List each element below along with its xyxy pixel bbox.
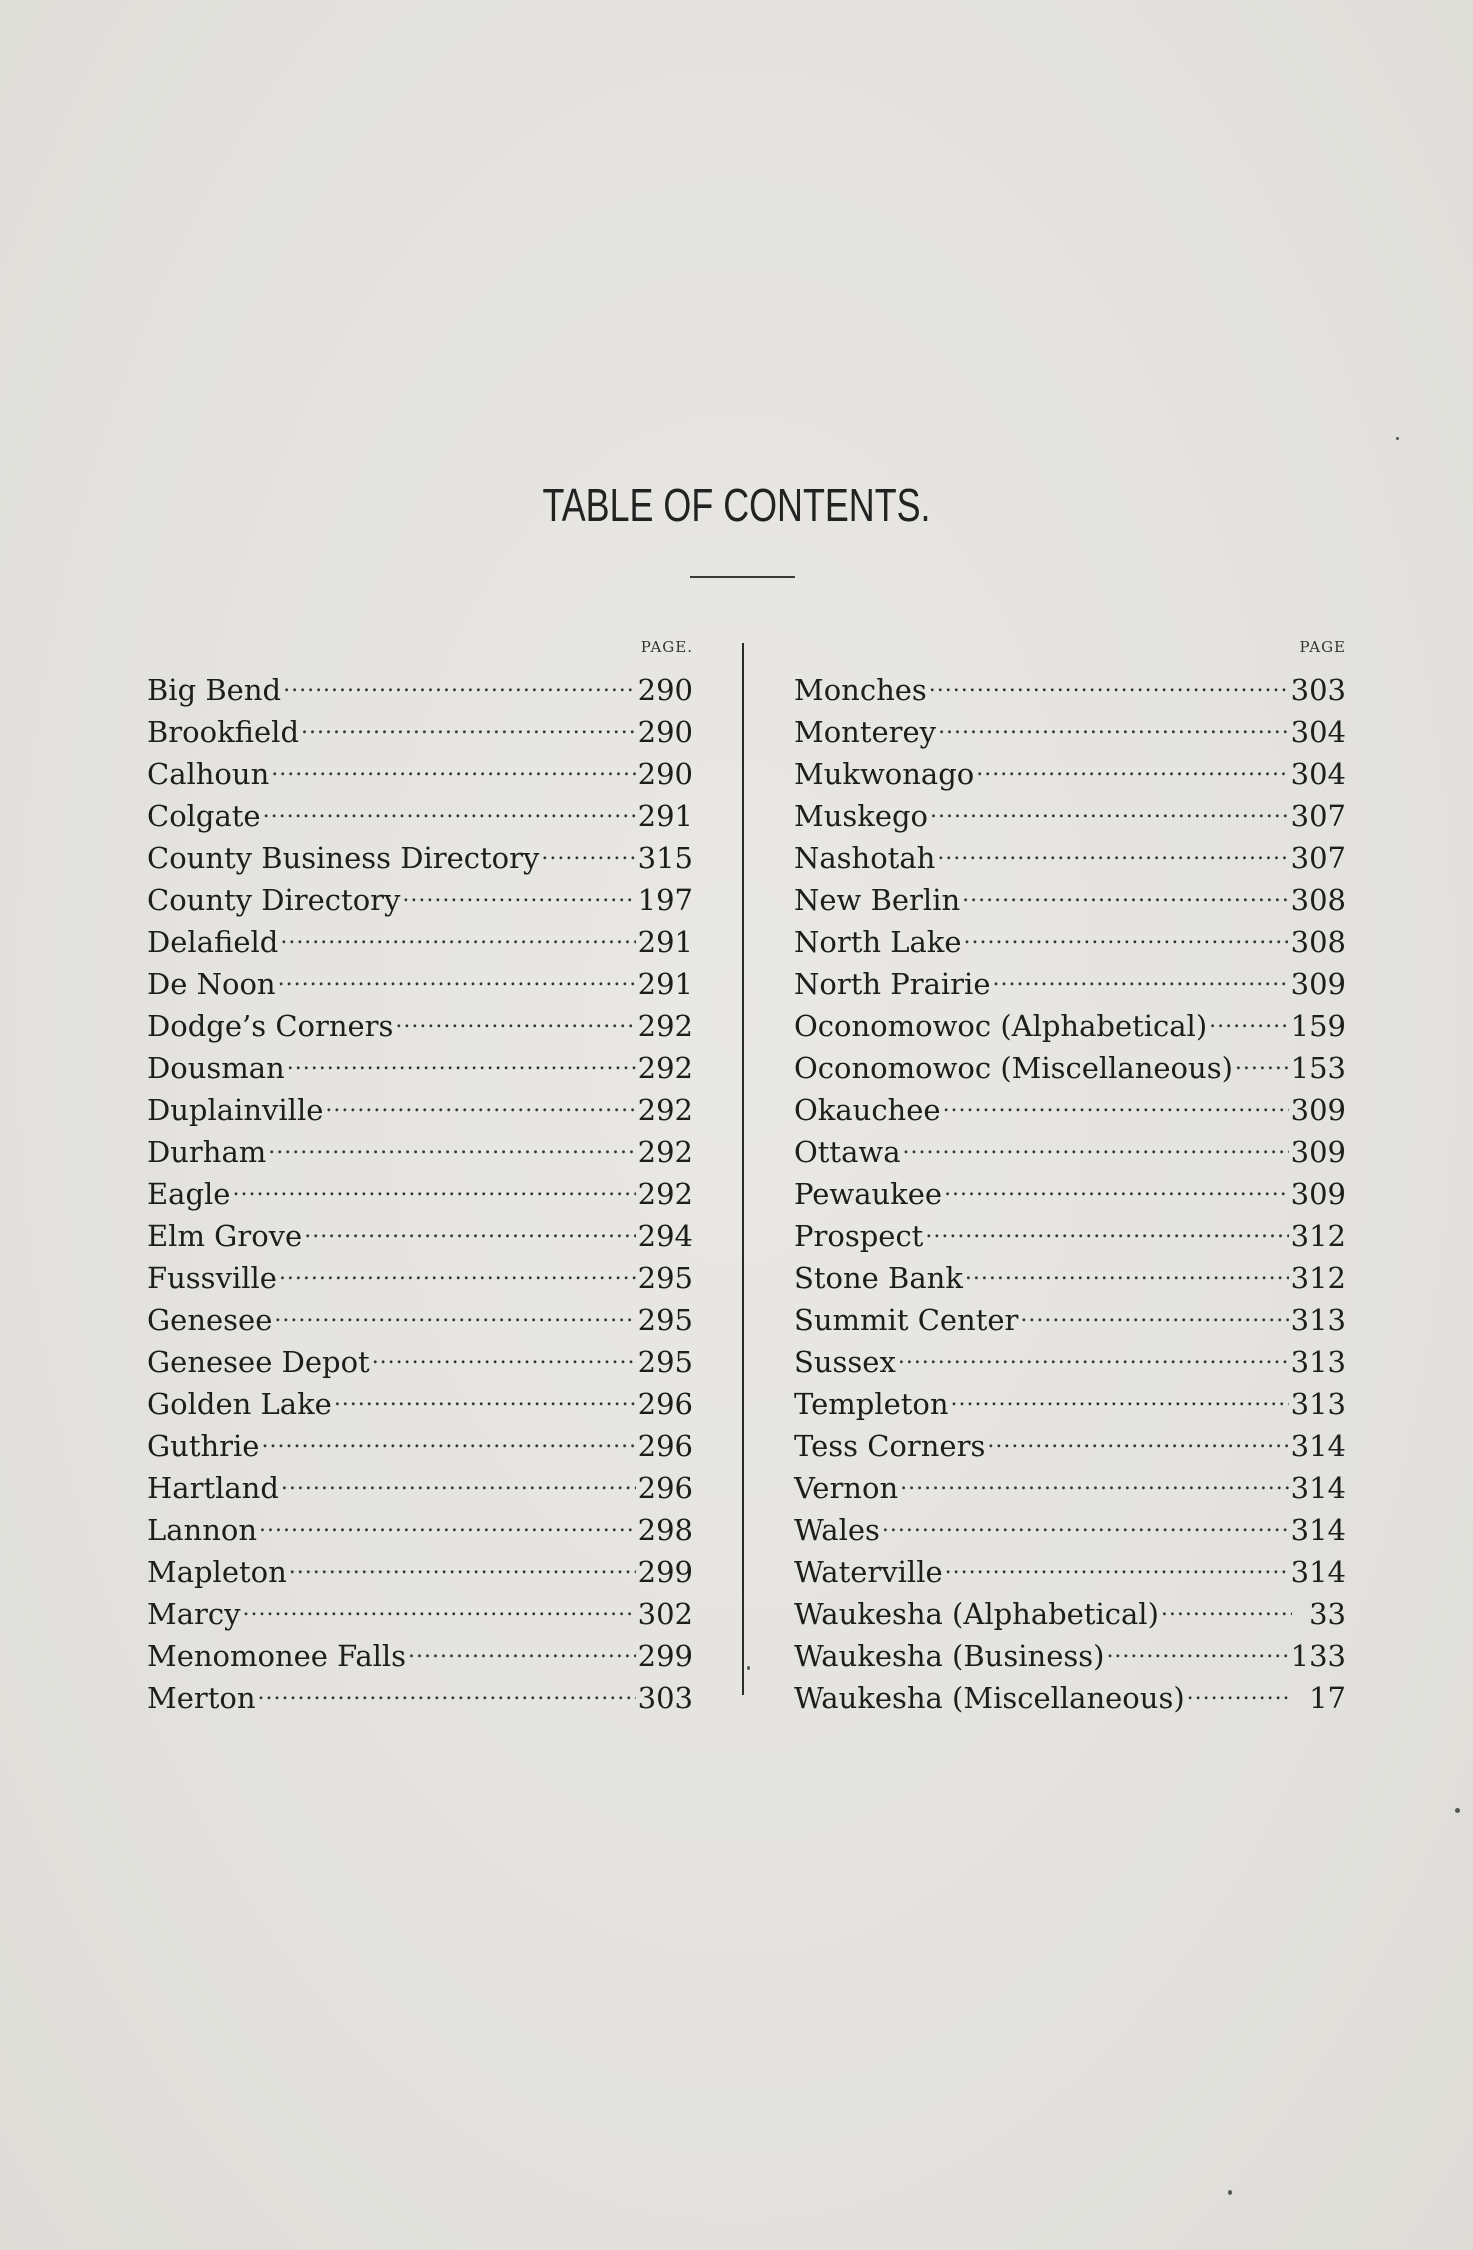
entry-name: Duplainville <box>147 1093 324 1127</box>
dot-leader <box>372 1330 636 1372</box>
toc-entry <box>794 658 1346 707</box>
entry-page-number: 299 <box>637 1639 693 1673</box>
dot-leader <box>325 1078 635 1120</box>
dot-leader <box>304 1204 635 1246</box>
entry-page-number: 292 <box>637 1177 693 1211</box>
entry-name: Waukesha (Business) <box>794 1639 1105 1673</box>
entry-name: County Directory <box>147 883 401 917</box>
entry-page-number: 313 <box>1290 1387 1346 1421</box>
entry-name: Summit Center <box>794 1303 1019 1337</box>
entry-name: De Noon <box>147 967 276 1001</box>
dot-leader <box>395 994 635 1036</box>
entry-page-number: 299 <box>637 1555 693 1589</box>
entry-page-number: 309 <box>1290 1135 1346 1169</box>
entry-page-number: 307 <box>1290 841 1346 875</box>
entry-name: Waukesha (Alphabetical) <box>794 1597 1159 1631</box>
entry-name: Prospect <box>794 1219 924 1253</box>
entry-name: Oconomowoc (Alphabetical) <box>794 1009 1208 1043</box>
entry-name: Monches <box>794 673 927 707</box>
entry-name: Dodge’s Corners <box>147 1009 394 1043</box>
dot-leader <box>1187 1666 1292 1708</box>
paper-speck <box>1396 437 1399 440</box>
dot-leader <box>951 1372 1289 1414</box>
entry-page-number: 291 <box>637 925 693 959</box>
entry-page-number: 292 <box>637 1051 693 1085</box>
entry-name: Templeton <box>794 1387 949 1421</box>
dot-leader <box>993 952 1289 994</box>
entry-page-number: 304 <box>1290 757 1346 791</box>
entry-name: Wales <box>794 1513 880 1547</box>
entry-name: Sussex <box>794 1345 896 1379</box>
entry-page-number: 309 <box>1290 1177 1346 1211</box>
entry-page-number: 313 <box>1290 1345 1346 1379</box>
toc-entry <box>147 658 693 707</box>
entry-name: Dousman <box>147 1051 285 1085</box>
entry-name: North Prairie <box>794 967 991 1001</box>
entry-name: Guthrie <box>147 1429 260 1463</box>
entry-name: Genesee Depot <box>147 1345 370 1379</box>
entry-page-number: 298 <box>637 1513 693 1547</box>
dot-leader <box>902 1120 1288 1162</box>
dot-leader <box>965 1246 1289 1288</box>
entry-page-number: 314 <box>1290 1429 1346 1463</box>
dot-leader <box>898 1330 1289 1372</box>
entry-name: Menomonee Falls <box>147 1639 407 1673</box>
dot-leader <box>930 784 1289 826</box>
dot-leader <box>242 1582 635 1624</box>
dot-leader <box>280 910 635 952</box>
dot-leader <box>402 868 635 910</box>
entry-page-number: 290 <box>637 757 693 791</box>
entry-name: Okauchee <box>794 1093 941 1127</box>
dot-leader <box>943 1078 1289 1120</box>
entry-page-number: 292 <box>637 1135 693 1169</box>
entry-page-number: 133 <box>1290 1639 1346 1673</box>
entry-name: Lannon <box>147 1513 258 1547</box>
dot-leader <box>408 1624 636 1666</box>
entry-name: Tess Corners <box>794 1429 986 1463</box>
dot-leader <box>287 1036 636 1078</box>
entry-name: Elm Grove <box>147 1219 303 1253</box>
dot-leader <box>900 1456 1289 1498</box>
dot-leader <box>258 1666 636 1708</box>
entry-page-number: 312 <box>1290 1261 1346 1295</box>
entry-page-number: 312 <box>1290 1219 1346 1253</box>
dot-leader <box>925 1204 1288 1246</box>
entry-page-number: 309 <box>1290 1093 1346 1127</box>
entry-name: County Business Directory <box>147 841 540 875</box>
dot-leader <box>1209 994 1288 1036</box>
entry-name: Durham <box>147 1135 267 1169</box>
dot-leader <box>962 868 1288 910</box>
right-entry-list <box>794 658 1346 1715</box>
dot-leader <box>279 1246 636 1288</box>
dot-leader <box>274 1288 635 1330</box>
right-column <box>794 636 1346 1715</box>
dot-leader <box>281 1456 636 1498</box>
paper-speck <box>1228 2190 1232 2195</box>
entry-name: Nashotah <box>794 841 936 875</box>
page-title: TABLE OF CONTENTS. <box>542 479 931 531</box>
dot-leader <box>232 1162 635 1204</box>
dot-leader <box>1235 1036 1289 1078</box>
entry-page-number: 291 <box>637 799 693 833</box>
dot-leader <box>261 1414 635 1456</box>
dot-leader <box>944 1162 1289 1204</box>
dot-leader <box>283 658 636 700</box>
entry-page-number: 159 <box>1290 1009 1346 1043</box>
entry-page-number: 296 <box>637 1471 693 1505</box>
entry-page-number: 296 <box>637 1387 693 1421</box>
entry-page-number: 309 <box>1290 967 1346 1001</box>
entry-page-number: 308 <box>1290 925 1346 959</box>
entry-name: Fussville <box>147 1261 277 1295</box>
entry-page-number: 314 <box>1290 1555 1346 1589</box>
left-page-header: PAGE. <box>640 638 693 656</box>
entry-name: Eagle <box>147 1177 231 1211</box>
dot-leader <box>334 1372 636 1414</box>
entry-page-number: 17 <box>1309 1681 1346 1715</box>
entry-page-number: 296 <box>637 1429 693 1463</box>
paper-speck <box>747 1666 750 1670</box>
entry-name: Marcy <box>147 1597 241 1631</box>
entry-name: Big Bend <box>147 673 282 707</box>
entry-page-number: 304 <box>1290 715 1346 749</box>
paper-speck <box>1455 1808 1460 1813</box>
entry-page-number: 314 <box>1290 1471 1346 1505</box>
entry-page-number: 307 <box>1290 799 1346 833</box>
entry-name: Delafield <box>147 925 279 959</box>
entry-page-number: 315 <box>637 841 693 875</box>
entry-name: Calhoun <box>147 757 270 791</box>
entry-page-number: 294 <box>637 1219 693 1253</box>
dot-leader <box>945 1540 1289 1582</box>
right-page-header: PAGE <box>1299 638 1346 656</box>
entry-name: Vernon <box>794 1471 899 1505</box>
entry-name: Ottawa <box>794 1135 901 1169</box>
dot-leader <box>929 658 1289 700</box>
entry-name: Genesee <box>147 1303 273 1337</box>
entry-name: Colgate <box>147 799 261 833</box>
entry-name: North Lake <box>794 925 962 959</box>
dot-leader <box>964 910 1289 952</box>
entry-name: Stone Bank <box>794 1261 963 1295</box>
dot-leader <box>1020 1288 1288 1330</box>
entry-page-number: 290 <box>637 715 693 749</box>
entry-name: Merton <box>147 1681 256 1715</box>
dot-leader <box>987 1414 1288 1456</box>
entry-page-number: 291 <box>637 967 693 1001</box>
dot-leader <box>1161 1582 1292 1624</box>
entry-page-number: 314 <box>1290 1513 1346 1547</box>
dot-leader <box>1106 1624 1288 1666</box>
entry-name: Mukwonago <box>794 757 975 791</box>
entry-page-number: 33 <box>1309 1597 1346 1631</box>
entry-page-number: 295 <box>637 1261 693 1295</box>
dot-leader <box>263 784 636 826</box>
dot-leader <box>938 700 1289 742</box>
entry-name: Monterey <box>794 715 937 749</box>
entry-name: Waterville <box>794 1555 943 1589</box>
entry-name: Muskego <box>794 799 929 833</box>
dot-leader <box>301 700 636 742</box>
entry-page-number: 295 <box>637 1345 693 1379</box>
dot-leader <box>937 826 1288 868</box>
dot-leader <box>259 1498 636 1540</box>
entry-page-number: 197 <box>637 883 693 917</box>
dot-leader <box>278 952 636 994</box>
entry-page-number: 308 <box>1290 883 1346 917</box>
column-divider <box>742 643 744 1695</box>
entry-name: Mapleton <box>147 1555 287 1589</box>
left-entry-list <box>147 658 693 1715</box>
dot-leader <box>289 1540 636 1582</box>
entry-name: Brookfield <box>147 715 300 749</box>
entry-name: Hartland <box>147 1471 279 1505</box>
entry-page-number: 302 <box>637 1597 693 1631</box>
dot-leader <box>268 1120 635 1162</box>
entry-name: New Berlin <box>794 883 961 917</box>
entry-page-number: 292 <box>637 1093 693 1127</box>
entry-page-number: 295 <box>637 1303 693 1337</box>
entry-page-number: 303 <box>1290 673 1346 707</box>
entry-page-number: 303 <box>637 1681 693 1715</box>
entry-name: Waukesha (Miscellaneous) <box>794 1681 1185 1715</box>
dot-leader <box>882 1498 1289 1540</box>
dot-leader <box>541 826 635 868</box>
entry-page-number: 290 <box>637 673 693 707</box>
dot-leader <box>271 742 635 784</box>
entry-page-number: 313 <box>1290 1303 1346 1337</box>
dot-leader <box>976 742 1288 784</box>
left-column <box>147 636 693 1715</box>
entry-page-number: 292 <box>637 1009 693 1043</box>
entry-name: Pewaukee <box>794 1177 943 1211</box>
title-rule <box>690 576 795 578</box>
entry-page-number: 153 <box>1290 1051 1346 1085</box>
entry-name: Golden Lake <box>147 1387 332 1421</box>
entry-name: Oconomowoc (Miscellaneous) <box>794 1051 1233 1085</box>
